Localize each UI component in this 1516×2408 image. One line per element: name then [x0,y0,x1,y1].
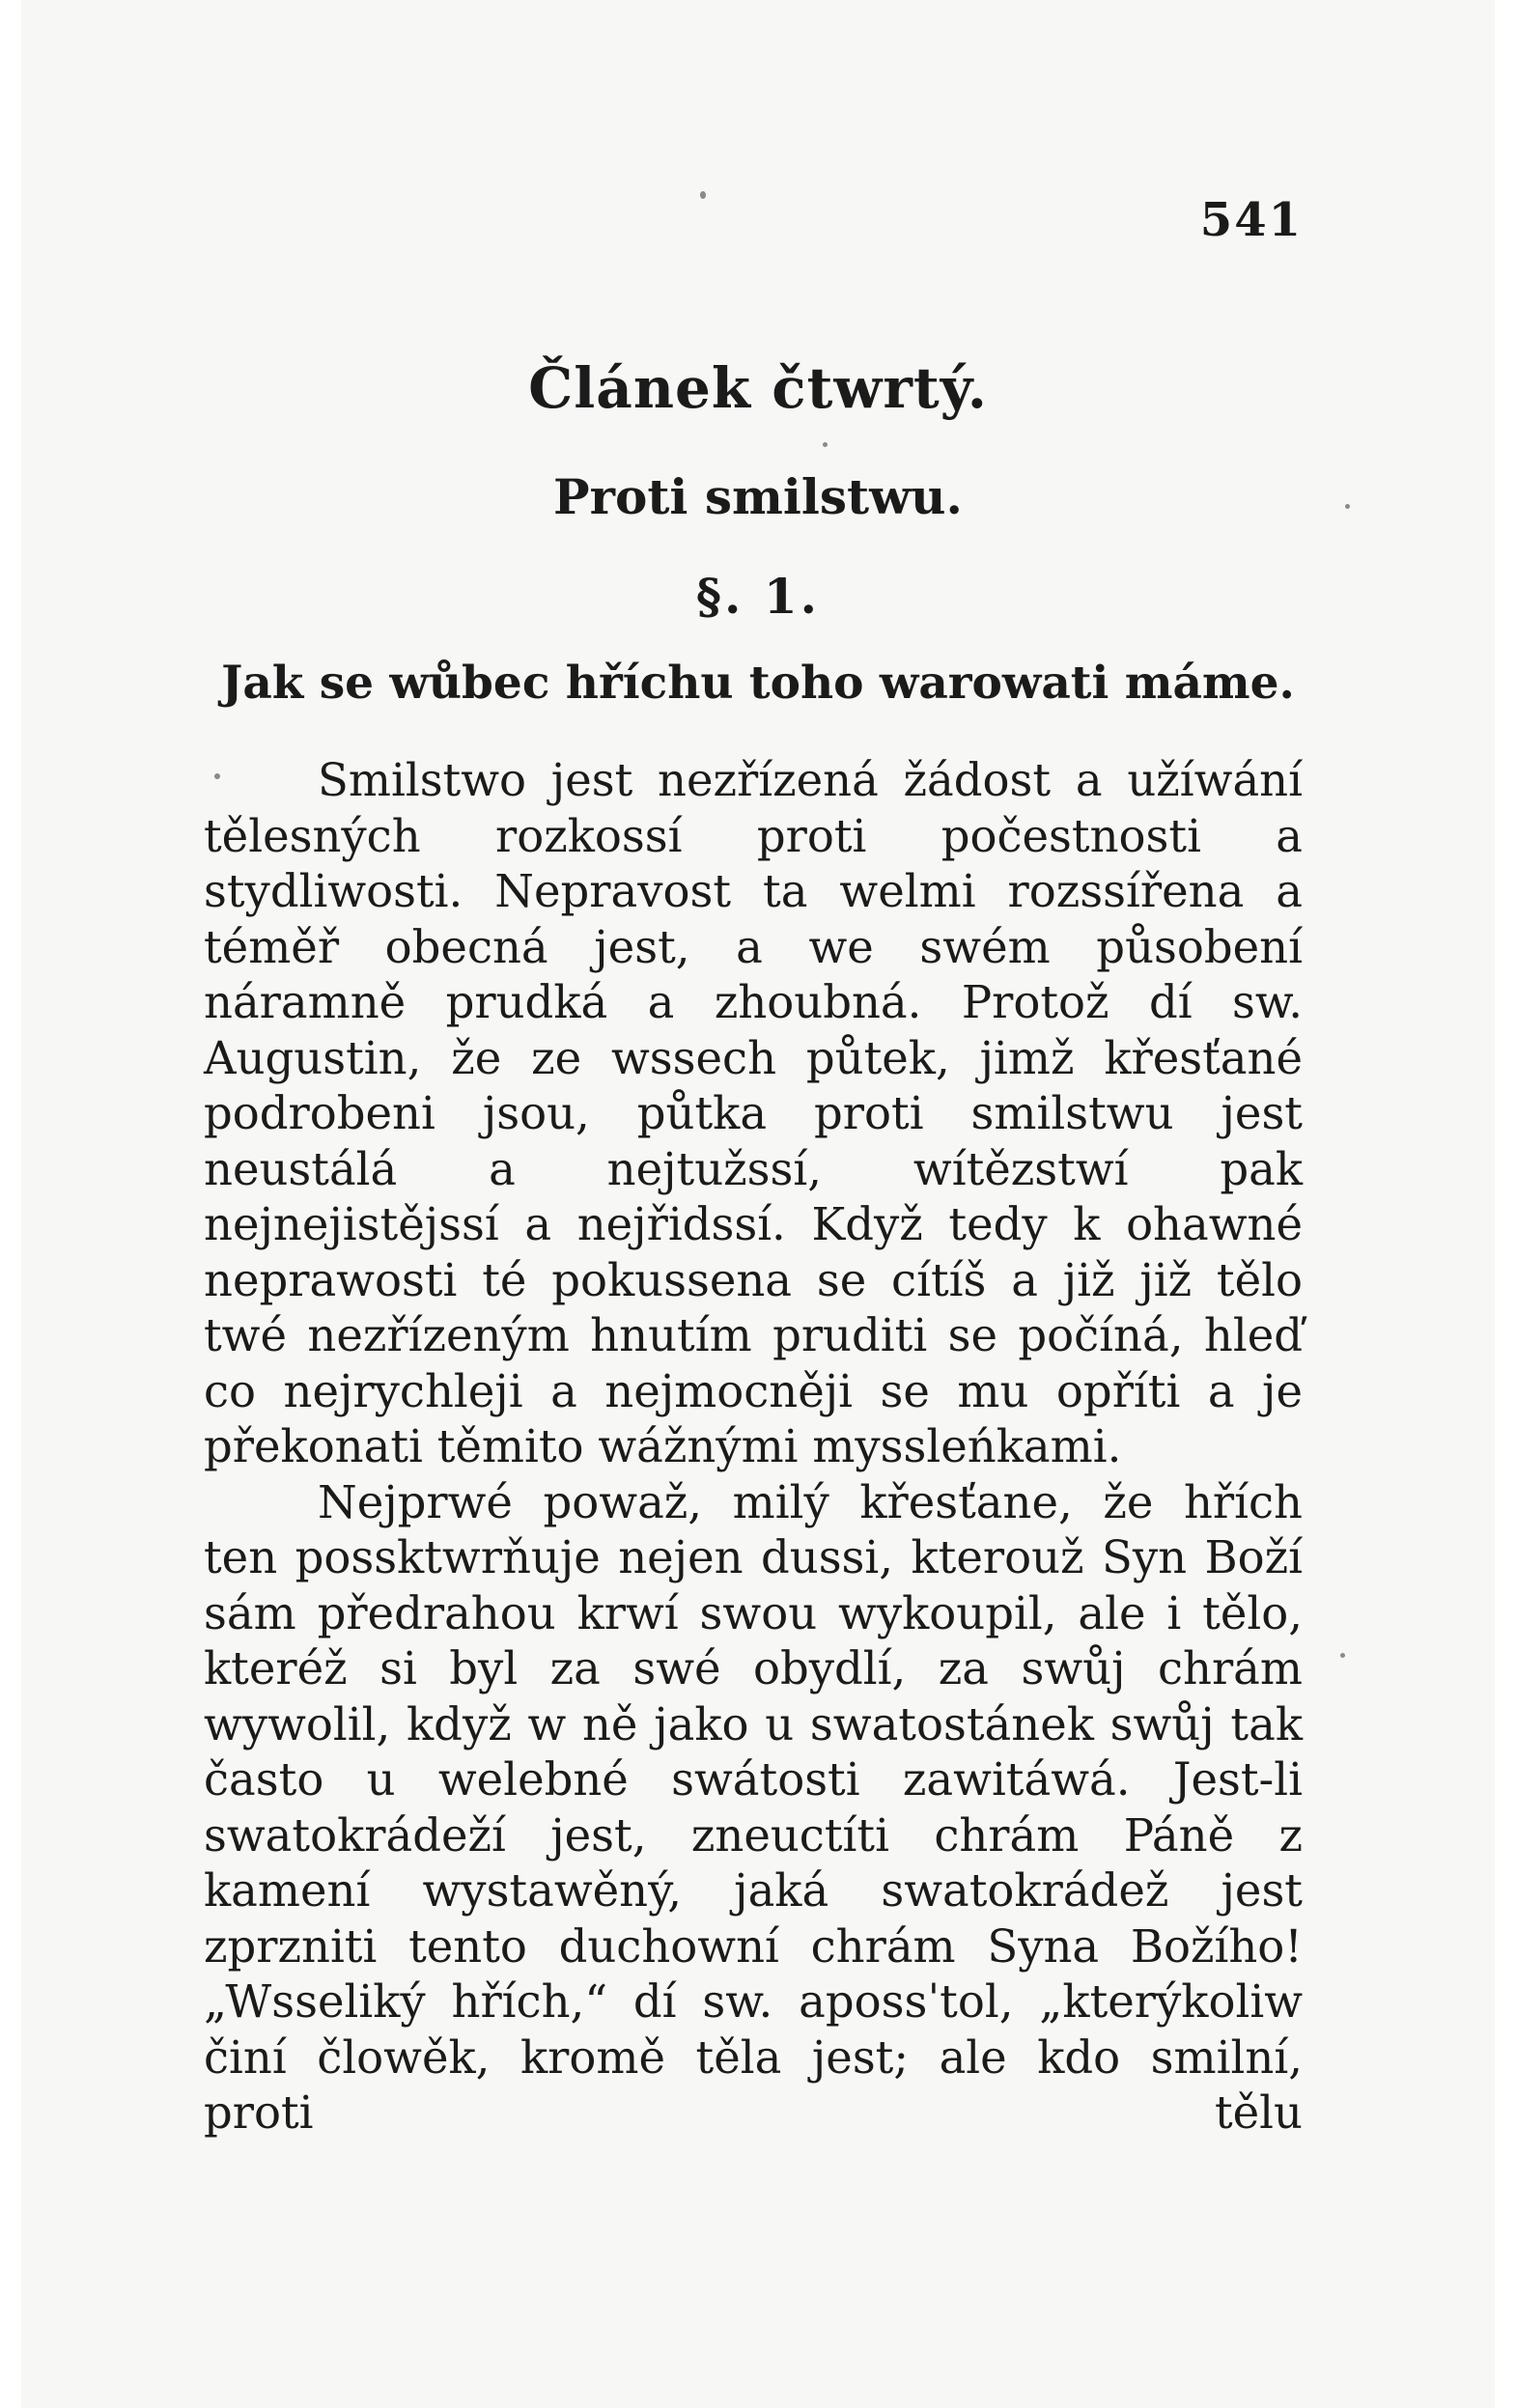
section-number: §. 1. [695,568,821,625]
body-text [204,753,1303,2142]
paper-speck [1340,1653,1345,1658]
chapter-title: Článek čtwrtý. [528,355,988,421]
paper-speck [700,191,706,199]
paragraph-2: Nejprwé powaž, milý křesťane, že hřích ten possktwrňuje nejen dussi, kterouž Syn Boží sám předrahou krwí swou wykoupil, ale i tělo, kteréž si byl za swé obydlí, za swůj chrám wywolil, když w ně jako u swatostánek swůj tak často u welebné swátosti zawitáwá. Jest-li swatokrádeží jest, zneuctíti chrám Páně z kamení wystawěný, jaká swatokrádež jest zprzniti tento duchowní chrám Syna Božího! „Wsseliký hřích,“ dí sw. apossˈtol, „kterýkoliw činí člowěk, kromě těla jest; ale kdo smilní, proti tělu [204,1475,1303,2139]
chapter-subtitle: Proti smilstwu. [553,468,963,525]
section-title: Jak se wůbec hříchu toho warowati máme. [221,657,1295,710]
paper-speck [823,442,828,447]
paragraph-1: Smilstwo jest nezřízená žádost a užíwání tělesných rozkossí proti počestnosti a stydliwosti. Nepravost ta welmi rozssířena a téměř obecná jest, a we swém působení náramně prudká a zhoubná. Protož dí sw. Augustin, že ze wssech půtek, jimž křesťané podrobeni jsou, půtka proti smilstwu jest neustálá a nejtužssí, wítězstwí pak nejnejistějssí a nejřidssí. Když tedy k ohawné neprawosti té pokussena se cítíš a již již tělo twé nezřízeným hnutím pruditi se počíná, hleď co nejrychleji a nejmocněji se mu opříti a je překonati těmito wážnými myssleńkami. [204,754,1303,1472]
page-number: 541 [1199,193,1303,247]
